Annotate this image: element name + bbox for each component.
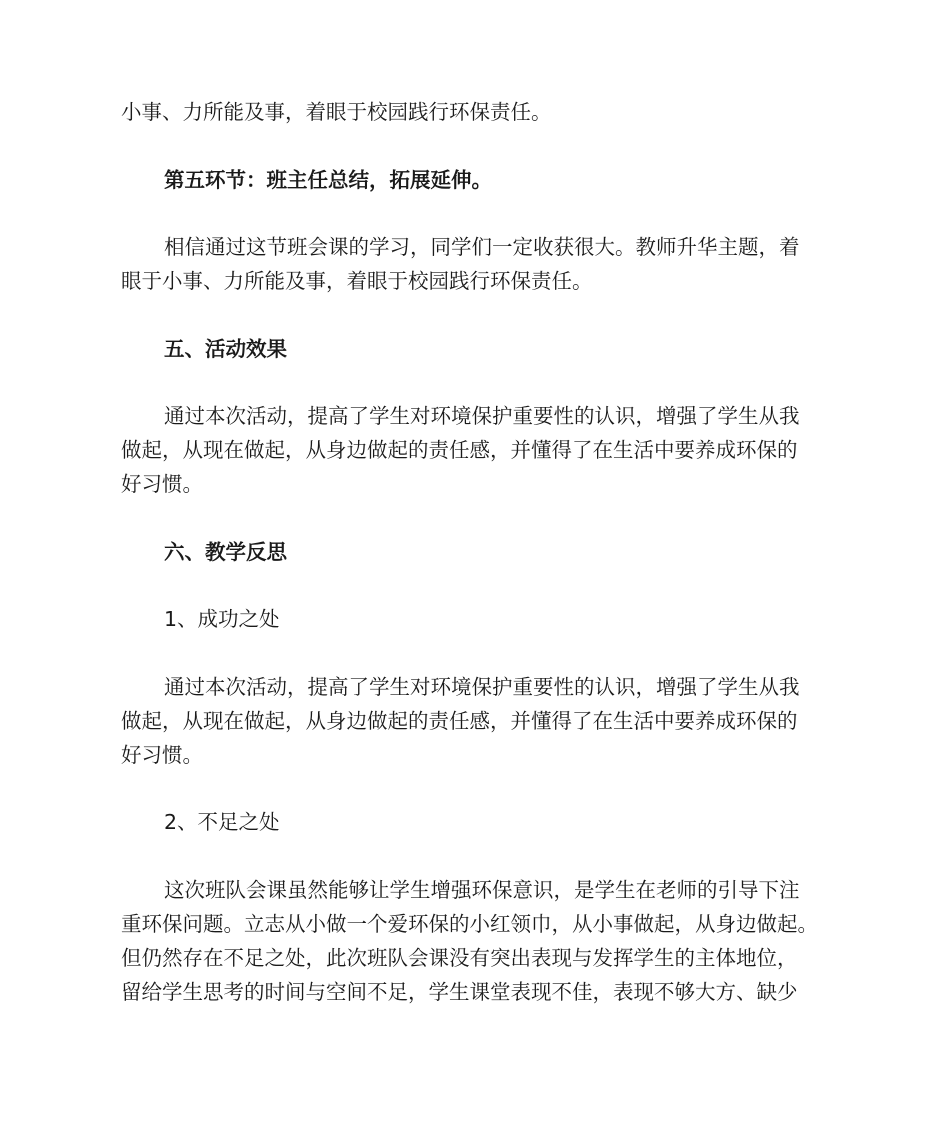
section-heading: 五、活动效果	[164, 337, 287, 361]
paragraph-line: 通过本次活动，提高了学生对环境保护重要性的认识，增强了学生从我	[164, 675, 800, 699]
paragraph-line: 眼于小事、力所能及事，着眼于校园践行环保责任。	[121, 269, 593, 293]
paragraph-line: 做起，从现在做起，从身边做起的责任感，并懂得了在生活中要养成环保的	[121, 709, 798, 733]
paragraph-line: 留给学生思考的时间与空间不足，学生课堂表现不佳，表现不够大方、缺少	[121, 980, 798, 1004]
paragraph-line: 重环保问题。立志从小做一个爱环保的小红领巾，从小事做起，从身边做起。	[121, 912, 818, 936]
paragraph-line: 做起，从现在做起，从身边做起的责任感，并懂得了在生活中要养成环保的	[121, 438, 798, 462]
subsection-heading: 1、成功之处	[164, 607, 280, 631]
paragraph-line: 这次班队会课虽然能够让学生增强环保意识，是学生在老师的引导下注	[164, 878, 800, 902]
subsection-heading: 2、不足之处	[164, 810, 280, 834]
paragraph-line: 但仍然存在不足之处，此次班队会课没有突出表现与发挥学生的主体地位，	[121, 946, 798, 970]
paragraph-line: 好习惯。	[121, 472, 203, 496]
section-heading: 第五环节：班主任总结，拓展延伸。	[164, 168, 492, 192]
section-heading: 六、教学反思	[164, 540, 287, 564]
paragraph-line: 通过本次活动，提高了学生对环境保护重要性的认识，增强了学生从我	[164, 404, 800, 428]
paragraph-line: 小事、力所能及事，着眼于校园践行环保责任。	[121, 100, 552, 124]
paragraph-line: 相信通过这节班会课的学习，同学们一定收获很大。教师升华主题，着	[164, 235, 800, 259]
paragraph-line: 好习惯。	[121, 743, 203, 767]
